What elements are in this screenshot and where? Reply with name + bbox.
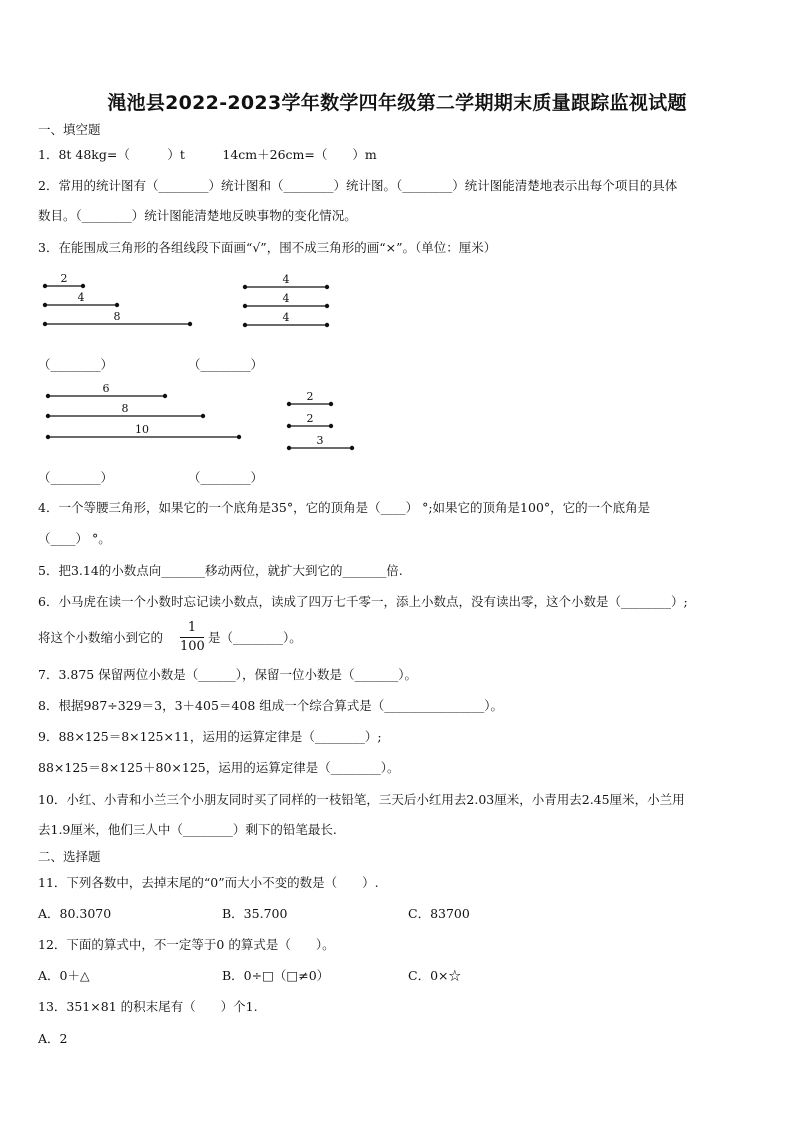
question-9-line-2: 88×125＝8×125＋80×125，运用的运算定律是（________）。 [38, 760, 400, 775]
section-fill-blank: 一、填空题 [38, 122, 101, 137]
segment-label: 2 [306, 412, 314, 425]
question-3: 3．在能围成三角形的各组线段下面画“√”，围不成三角形的画“×”。（单位：厘米） [38, 240, 497, 255]
question-8: 8．根据987÷329＝3，3＋405＝408 组成一个综合算式是（________________）。 [38, 698, 503, 713]
fraction-numerator: 1 [187, 620, 197, 635]
question-4-line-1: 4．一个等腰三角形，如果它的一个底角是35°，它的顶角是（____） °;如果它的顶角是100°，它的一个底角是 [38, 500, 651, 515]
segment-label: 6 [102, 382, 110, 395]
fraction-denominator: 100 [180, 639, 205, 654]
question-12: 12．下面的算式中，不一定等于0 的算式是（ ）。 [38, 937, 335, 952]
question-9-line-1: 9．88×125＝8×125×11，运用的运算定律是（________）; [38, 729, 382, 744]
option-c[interactable]: C．83700 [408, 906, 470, 921]
option-a[interactable]: A．0＋△ [38, 968, 90, 983]
page-title: 渑池县2022-2023学年数学四年级第二学期期末质量跟踪监视试题 [107, 92, 687, 114]
question-6-line-1: 6．小马虎在读一个小数时忘记读小数点，读成了四万七千零一，添上小数点，没有读出零，这个小数是（________）; [38, 594, 688, 609]
question-1: 1．8t 48kg=（ ）t 14cm＋26cm=（ ）m [38, 147, 377, 162]
question-7: 7．3.875 保留两位小数是（______），保留一位小数是（_______）。 [38, 667, 417, 682]
question-4-line-2: （____） °。 [38, 531, 111, 546]
answer-blank[interactable]: （________） [188, 357, 264, 372]
segment-label: 8 [121, 402, 129, 415]
segment-label: 4 [282, 311, 290, 324]
segment-label: 4 [77, 291, 85, 304]
answer-blank[interactable]: （________） [188, 470, 264, 485]
segment-label: 4 [282, 273, 290, 286]
question-2-line-1: 2．常用的统计图有（________）统计图和（________）统计图。（________）统计图能清楚地表示出每个项目的具体 [38, 178, 678, 193]
option-b[interactable]: B．0÷□（□≠0） [222, 968, 330, 983]
segment-label: 2 [60, 272, 68, 285]
question-10-line-1: 10．小红、小青和小兰三个小朋友同时买了同样的一枝铅笔，三天后小红用去2.03厘米，小青用去2.45厘米，小兰用 [38, 792, 685, 807]
option-c[interactable]: C．0×☆ [408, 968, 461, 983]
segment-label: 8 [113, 310, 121, 323]
answer-blank[interactable]: （________） [38, 357, 114, 372]
question-2-line-2: 数目。（________）统计图能清楚地反映事物的变化情况。 [38, 208, 357, 223]
option-a[interactable]: A．80.3070 [38, 906, 112, 921]
question-6-suffix: 是（________）。 [208, 630, 302, 645]
question-10-line-2: 去1.9厘米，他们三人中（________）剩下的铅笔最长. [38, 822, 337, 837]
question-13: 13．351×81 的积末尾有（ ）个1. [38, 999, 258, 1014]
question-6-prefix: 将这个小数缩小到它的 [38, 630, 164, 645]
question-11: 11．下列各数中，去掉末尾的“0”而大小不变的数是（ ）. [38, 875, 379, 890]
option-b[interactable]: B．35.700 [222, 906, 288, 921]
fraction [180, 620, 204, 655]
answer-blank[interactable]: （________） [38, 470, 114, 485]
segment-label: 4 [282, 292, 290, 305]
segment-label: 2 [306, 390, 314, 403]
option-a[interactable]: A．2 [38, 1031, 68, 1046]
segment-label: 3 [316, 434, 324, 447]
question-5: 5．把3.14的小数点向_______移动两位，就扩大到它的_______倍. [38, 563, 403, 578]
segment-label: 10 [135, 423, 149, 436]
section-multiple-choice: 二、选择题 [38, 849, 101, 864]
